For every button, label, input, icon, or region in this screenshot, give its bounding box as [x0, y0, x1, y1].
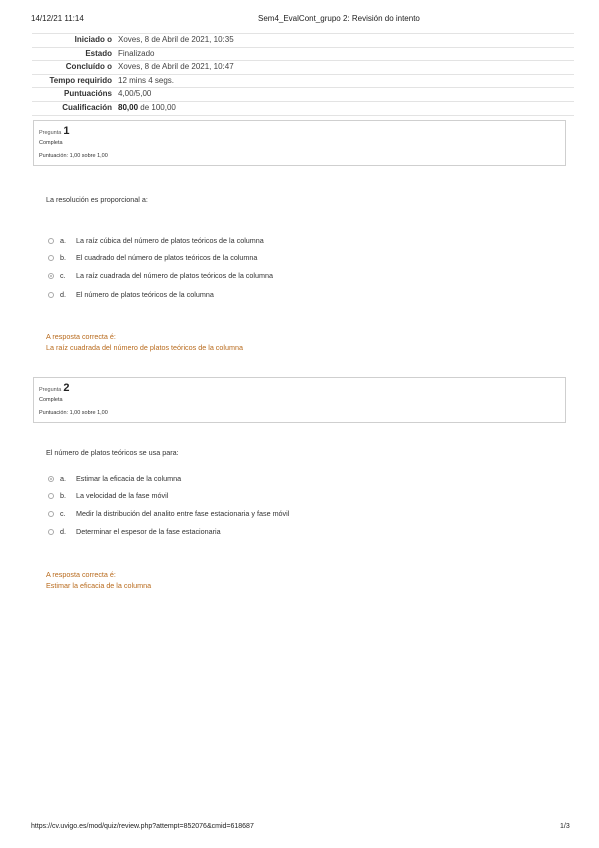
summary-value	[112, 102, 176, 115]
option-text: La raíz cuadrada del número de platos teóricos de la columna	[76, 271, 273, 280]
summary-row-marks	[32, 87, 574, 101]
grade-value: 80,00	[118, 102, 139, 112]
summary-label: Estado	[85, 48, 112, 58]
question-1-feedback	[46, 331, 243, 353]
option-text: La raíz cúbica del número de platos teóricos de la columna	[76, 236, 264, 245]
correct-answer-text: La raíz cuadrada del número de platos teóricos de la columna	[46, 343, 243, 352]
radio-button[interactable]	[48, 238, 54, 244]
option-text: El número de platos teóricos de la columna	[76, 290, 214, 299]
option-letter: d.	[60, 527, 66, 536]
question-2-option-b[interactable]	[48, 491, 168, 500]
option-text: Estimar la eficacia de la columna	[76, 474, 182, 483]
summary-value: 4,00/5,00	[118, 89, 152, 99]
radio-button[interactable]	[48, 529, 54, 535]
option-text: La velocidad de la fase móvil	[76, 491, 169, 500]
summary-label: Cualificación	[62, 102, 112, 112]
radio-button[interactable]	[48, 292, 54, 298]
question-2-option-a[interactable]	[48, 474, 181, 483]
summary-row-completed	[32, 60, 574, 74]
summary-label: Concluído o	[65, 62, 112, 72]
question-number: 2	[63, 382, 70, 394]
summary-label: Tempo requirido	[49, 75, 112, 85]
page-url: https://cv.uvigo.es/mod/quiz/review.php?attempt=852076&cmid=618687	[31, 823, 254, 830]
summary-row-state	[32, 47, 574, 61]
summary-row-started	[32, 33, 574, 47]
question-1-option-d[interactable]	[48, 290, 214, 299]
option-letter: d.	[60, 290, 66, 299]
radio-button[interactable]	[48, 255, 54, 261]
radio-button[interactable]	[48, 493, 54, 499]
question-1-option-a[interactable]	[48, 236, 264, 245]
print-datetime: 14/12/21 11:14	[31, 14, 84, 23]
question-score: Puntuación: 1,00 sobre 1,00	[39, 410, 108, 416]
question-2-info	[33, 377, 566, 423]
page-title: Sem4_EvalCont_grupo 2: Revisión do intento	[258, 14, 420, 23]
summary-row-time-taken	[32, 74, 574, 88]
question-score: Puntuación: 1,00 sobre 1,00	[39, 153, 108, 159]
option-letter: a.	[60, 474, 66, 483]
question-1-text: La resolución es proporcional a:	[46, 195, 148, 204]
option-text: Determinar el espesor de la fase estacionaria	[76, 527, 221, 536]
attempt-summary-table	[32, 33, 574, 116]
option-text: El cuadrado del número de platos teóricos de la columna	[76, 253, 258, 262]
option-letter: a.	[60, 236, 66, 245]
question-1-info	[33, 120, 566, 166]
option-letter: c.	[60, 509, 66, 518]
radio-button-selected[interactable]	[48, 273, 54, 279]
summary-value: Xoves, 8 de Abril de 2021, 10:47	[118, 62, 234, 72]
correct-answer-title: A resposta correcta é:	[46, 332, 116, 341]
question-status: Completa	[39, 397, 63, 403]
question-number: 1	[63, 125, 70, 137]
option-text: Medir la distribución del analito entre fase estacionaria y fase móvil	[76, 509, 290, 518]
summary-value: 12 mins 4 segs.	[118, 75, 175, 85]
option-letter: b.	[60, 253, 66, 262]
option-letter: c.	[60, 271, 66, 280]
question-1-option-b[interactable]	[48, 253, 257, 262]
option-letter: b.	[60, 491, 66, 500]
correct-answer-title: A resposta correcta é:	[46, 570, 116, 579]
question-label: Pregunta	[39, 387, 62, 393]
question-2-feedback	[46, 569, 151, 591]
question-2-option-d[interactable]	[48, 527, 221, 536]
summary-label: Puntuacións	[63, 89, 112, 99]
summary-value: Xoves, 8 de Abril de 2021, 10:35	[118, 35, 234, 44]
radio-button[interactable]	[48, 511, 54, 517]
question-label: Pregunta	[39, 130, 62, 136]
question-1-option-c[interactable]	[48, 271, 273, 280]
summary-label: Iniciado o	[74, 35, 112, 44]
question-2-option-c[interactable]	[48, 509, 289, 518]
summary-value: Finalizado	[118, 48, 155, 58]
question-status: Completa	[39, 140, 63, 146]
grade-max: de 100,00	[138, 102, 176, 112]
correct-answer-text: Estimar la eficacia de la columna	[46, 581, 152, 590]
radio-button-selected[interactable]	[48, 476, 54, 482]
summary-row-grade	[32, 101, 574, 116]
page-number: 1/3	[560, 823, 570, 830]
question-2-text: El número de platos teóricos se usa para:	[46, 448, 179, 457]
